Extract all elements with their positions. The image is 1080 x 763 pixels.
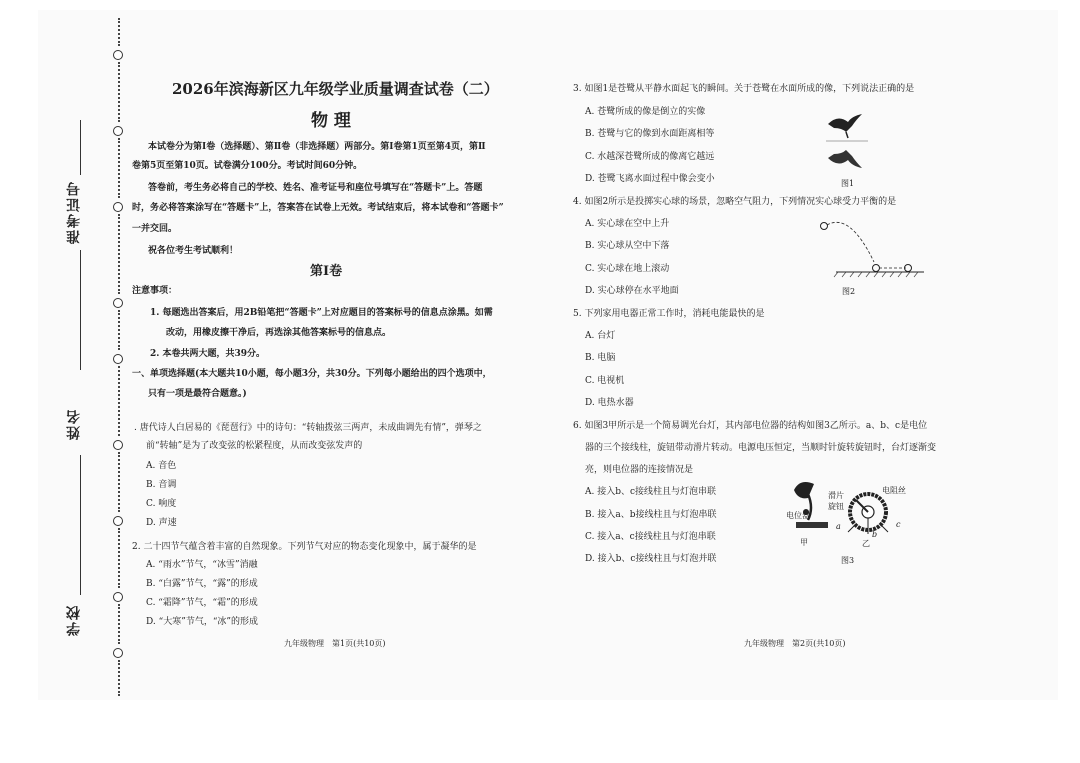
option: A. 接入b、c接线柱且与灯泡串联 (585, 487, 717, 497)
option: B. 音调 (146, 480, 177, 490)
option: C. 响度 (146, 499, 177, 509)
option: A. 音色 (146, 461, 177, 471)
notice-title: 注意事项： (132, 286, 178, 296)
question-stem: . 唐代诗人白居易的《琵琶行》中的诗句：“转轴拨弦三两声，未成曲调先有情”，弹琴之 (134, 423, 482, 433)
binding-hole (113, 126, 123, 136)
question-stem: 器的三个接线柱，旋钮带动滑片转动。电源电压恒定，当顺时针旋转旋钮时，台灯逐渐变 (585, 443, 937, 453)
figure-label: b (872, 530, 878, 539)
notice-line: 改动，用橡皮擦干净后，再选涂其他答案标号的信息点。 (166, 328, 392, 338)
intro-line: 祝各位考生考试顺利！ (148, 246, 239, 256)
binding-hole (113, 440, 123, 450)
option: D. 电热水器 (585, 398, 634, 408)
intro-line: 卷第5页至第10页。试卷满分100分。考试时间60分钟。 (132, 161, 363, 171)
exam-title: 2026年滨海新区九年级学业质量调查试卷（二） (172, 80, 499, 98)
binding-hole (113, 592, 123, 602)
figure-label: 旋钮 (828, 502, 844, 511)
part-heading: 一、单项选择题(本大题共10小题，每小题3分，共30分。下列每小题给出的四个选项中， (132, 369, 492, 379)
page-footer: 九年级物理 第2页(共10页) (744, 639, 846, 648)
figure-2-ball-trajectory (816, 218, 928, 280)
option: B. 苍鹭与它的像到水面距离相等 (585, 129, 715, 139)
question-stem: 3. 如图1是苍鹭从平静水面起飞的瞬间。关于苍鹭在水面所成的像，下列说法正确的是 (573, 84, 915, 94)
question-stem: 前“转轴”是为了改变弦的松紧程度，从而改变弦发声的 (146, 441, 363, 451)
option: C. “霜降”节气，“霜”的形成 (146, 598, 258, 608)
figure-label: 滑片 (828, 491, 844, 500)
option: A. 台灯 (585, 331, 616, 341)
intro-line: 一并交回。 (132, 224, 178, 234)
option: D. 实心球停在水平地面 (585, 286, 679, 296)
option: D. “大寒”节气，“冰”的形成 (146, 617, 259, 627)
option: C. 水越深苍鹭所成的像离它越远 (585, 152, 715, 162)
figure-label: a (836, 522, 841, 531)
binding-hole (113, 50, 123, 60)
binding-hole (113, 202, 123, 212)
question-stem: 6. 如图3甲所示是一个简易调光台灯，其内部电位器的结构如图3乙所示。a、b、c是电位 (573, 421, 928, 431)
intro-line: 本试卷分为第Ⅰ卷（选择题）、第Ⅱ卷（非选择题）两部分。第Ⅰ卷第1页至第4页，第Ⅱ (148, 142, 486, 152)
option: D. 苍鹭飞离水面过程中像会变小 (585, 174, 715, 184)
figure-label: 乙 (862, 539, 870, 548)
figure-caption: 图2 (842, 287, 856, 296)
section-title: 第Ⅰ卷 (310, 264, 343, 279)
option: D. 声速 (146, 518, 177, 528)
option: B. “白露”节气，“露”的形成 (146, 579, 258, 589)
exam-no-label: 准考证号 (66, 180, 82, 244)
figure-label: 甲 (800, 538, 808, 547)
name-line (80, 455, 81, 595)
page-footer: 九年级物理 第1页(共10页) (284, 639, 386, 648)
part-heading: 只有一项是最符合题意。) (148, 389, 247, 399)
notice-line: 2. 本卷共两大题，共39分。 (150, 349, 266, 359)
intro-line: 答卷前，考生务必将自己的学校、姓名、准考证号和座位号填写在“答题卡”上。答题 (148, 183, 483, 193)
option: A. 苍鹭所成的像是倒立的实像 (585, 107, 706, 117)
option: C. 电视机 (585, 376, 625, 386)
figure-label: 电位器 (786, 511, 810, 520)
option: C. 接入a、c接线柱且与灯泡串联 (585, 532, 716, 542)
option: A. 实心球在空中上升 (585, 219, 670, 229)
question-stem: 亮，则电位器的连接情况是 (585, 465, 694, 475)
binding-hole (113, 298, 123, 308)
notice-line: 1. 每题选出答案后，用2B铅笔把“答题卡”上对应题目的答案标号的信息点涂黑。如需 (150, 308, 493, 318)
option: B. 接入a、b接线柱且与灯泡串联 (585, 510, 717, 520)
binding-hole (113, 516, 123, 526)
figure-label: 电阻丝 (882, 486, 906, 495)
figure-1-heron (822, 110, 872, 172)
figure-caption: 图3 (841, 556, 855, 565)
question-stem: 4. 如图2所示是投掷实心球的场景，忽略空气阻力，下列情况实心球受力平衡的是 (573, 197, 897, 207)
name-label: 姓名 (66, 408, 82, 440)
figure-caption: 图1 (841, 179, 855, 188)
option: D. 接入b、c接线柱且与灯泡并联 (585, 554, 717, 564)
binding-hole (113, 648, 123, 658)
exam-no-line (80, 120, 81, 175)
option: B. 电脑 (585, 353, 616, 363)
figure-label: c (896, 520, 901, 529)
question-stem: 5. 下列家用电器正常工作时，消耗电能最快的是 (573, 309, 765, 319)
intro-line: 时，务必将答案涂写在“答题卡”上，答案答在试卷上无效。考试结束后，将本试卷和“答题卡” (132, 203, 504, 213)
subject-title: 物 理 (311, 111, 351, 131)
binding-hole (113, 354, 123, 364)
binding-line (112, 18, 126, 698)
option: C. 实心球在地上滚动 (585, 264, 670, 274)
question-stem: 2. 二十四节气蕴含着丰富的自然现象。下列节气对应的物态变化现象中，属于凝华的是 (132, 542, 477, 552)
option: A. “雨水”节气，“冰雪”消融 (146, 560, 258, 570)
option: B. 实心球从空中下落 (585, 241, 670, 251)
exam-no-line (80, 250, 81, 370)
school-label: 学校 (66, 604, 82, 636)
